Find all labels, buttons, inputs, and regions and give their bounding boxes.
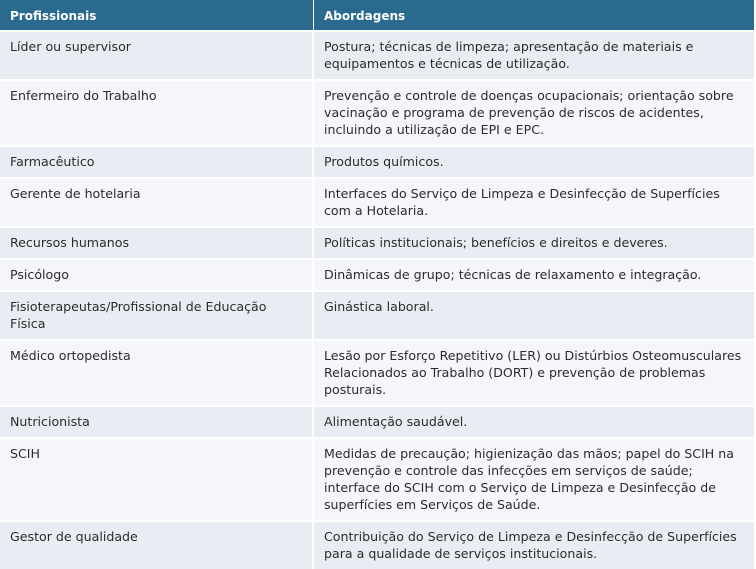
cell-abordagem: Ginástica laboral. bbox=[314, 290, 754, 339]
cell-profissional: Gerente de hotelaria bbox=[0, 177, 314, 226]
table-row bbox=[0, 290, 754, 339]
cell-abordagem: Produtos químicos. bbox=[314, 145, 754, 177]
cell-profissional: Fisioterapeutas/Profissional de Educação Física bbox=[0, 290, 314, 339]
cell-abordagem: Políticas institucionais; benefícios e direitos e deveres. bbox=[314, 226, 754, 258]
cell-abordagem: Dinâmicas de grupo; técnicas de relaxamento e integração. bbox=[314, 258, 754, 290]
cell-abordagem: Prevenção e controle de doenças ocupacionais; orientação sobre vacinação e programa de prevenção de riscos de acidentes, incluindo a utilização de EPI e EPC. bbox=[314, 79, 754, 145]
cell-abordagem: Contribuição do Serviço de Limpeza e Desinfecção de Superfícies para a qualidade de serviços institucionais. bbox=[314, 520, 754, 569]
cell-profissional: Enfermeiro do Trabalho bbox=[0, 79, 314, 145]
table-row bbox=[0, 177, 754, 226]
table-row bbox=[0, 339, 754, 405]
header-abordagens: Abordagens bbox=[314, 0, 754, 30]
cell-profissional: Farmacêutico bbox=[0, 145, 314, 177]
table-row bbox=[0, 405, 754, 437]
table-row bbox=[0, 30, 754, 79]
cell-abordagem: Alimentação saudável. bbox=[314, 405, 754, 437]
cell-profissional: Gestor de qualidade bbox=[0, 520, 314, 569]
table-row bbox=[0, 226, 754, 258]
cell-abordagem: Lesão por Esforço Repetitivo (LER) ou Distúrbios Osteomusculares Relacionados ao Trabalho (DORT) e prevenção de problemas posturais. bbox=[314, 339, 754, 405]
table-row bbox=[0, 437, 754, 520]
cell-profissional: Psicólogo bbox=[0, 258, 314, 290]
cell-profissional: Nutricionista bbox=[0, 405, 314, 437]
cell-profissional: Médico ortopedista bbox=[0, 339, 314, 405]
table-row bbox=[0, 258, 754, 290]
cell-profissional: Líder ou supervisor bbox=[0, 30, 314, 79]
table-row bbox=[0, 79, 754, 145]
cell-abordagem: Medidas de precaução; higienização das mãos; papel do SCIH na prevenção e controle das infecções em serviços de saúde; interface do SCIH com o Serviço de Limpeza e Desinfecção de superfícies em Serviços de Saúde. bbox=[314, 437, 754, 520]
cell-abordagem: Postura; técnicas de limpeza; apresentação de materiais e equipamentos e técnicas de utilização. bbox=[314, 30, 754, 79]
table-row bbox=[0, 145, 754, 177]
table-header-row bbox=[0, 0, 754, 30]
header-profissionais: Profissionais bbox=[0, 0, 314, 30]
cell-profissional: Recursos humanos bbox=[0, 226, 314, 258]
cell-abordagem: Interfaces do Serviço de Limpeza e Desinfecção de Superfícies com a Hotelaria. bbox=[314, 177, 754, 226]
cell-profissional: SCIH bbox=[0, 437, 314, 520]
